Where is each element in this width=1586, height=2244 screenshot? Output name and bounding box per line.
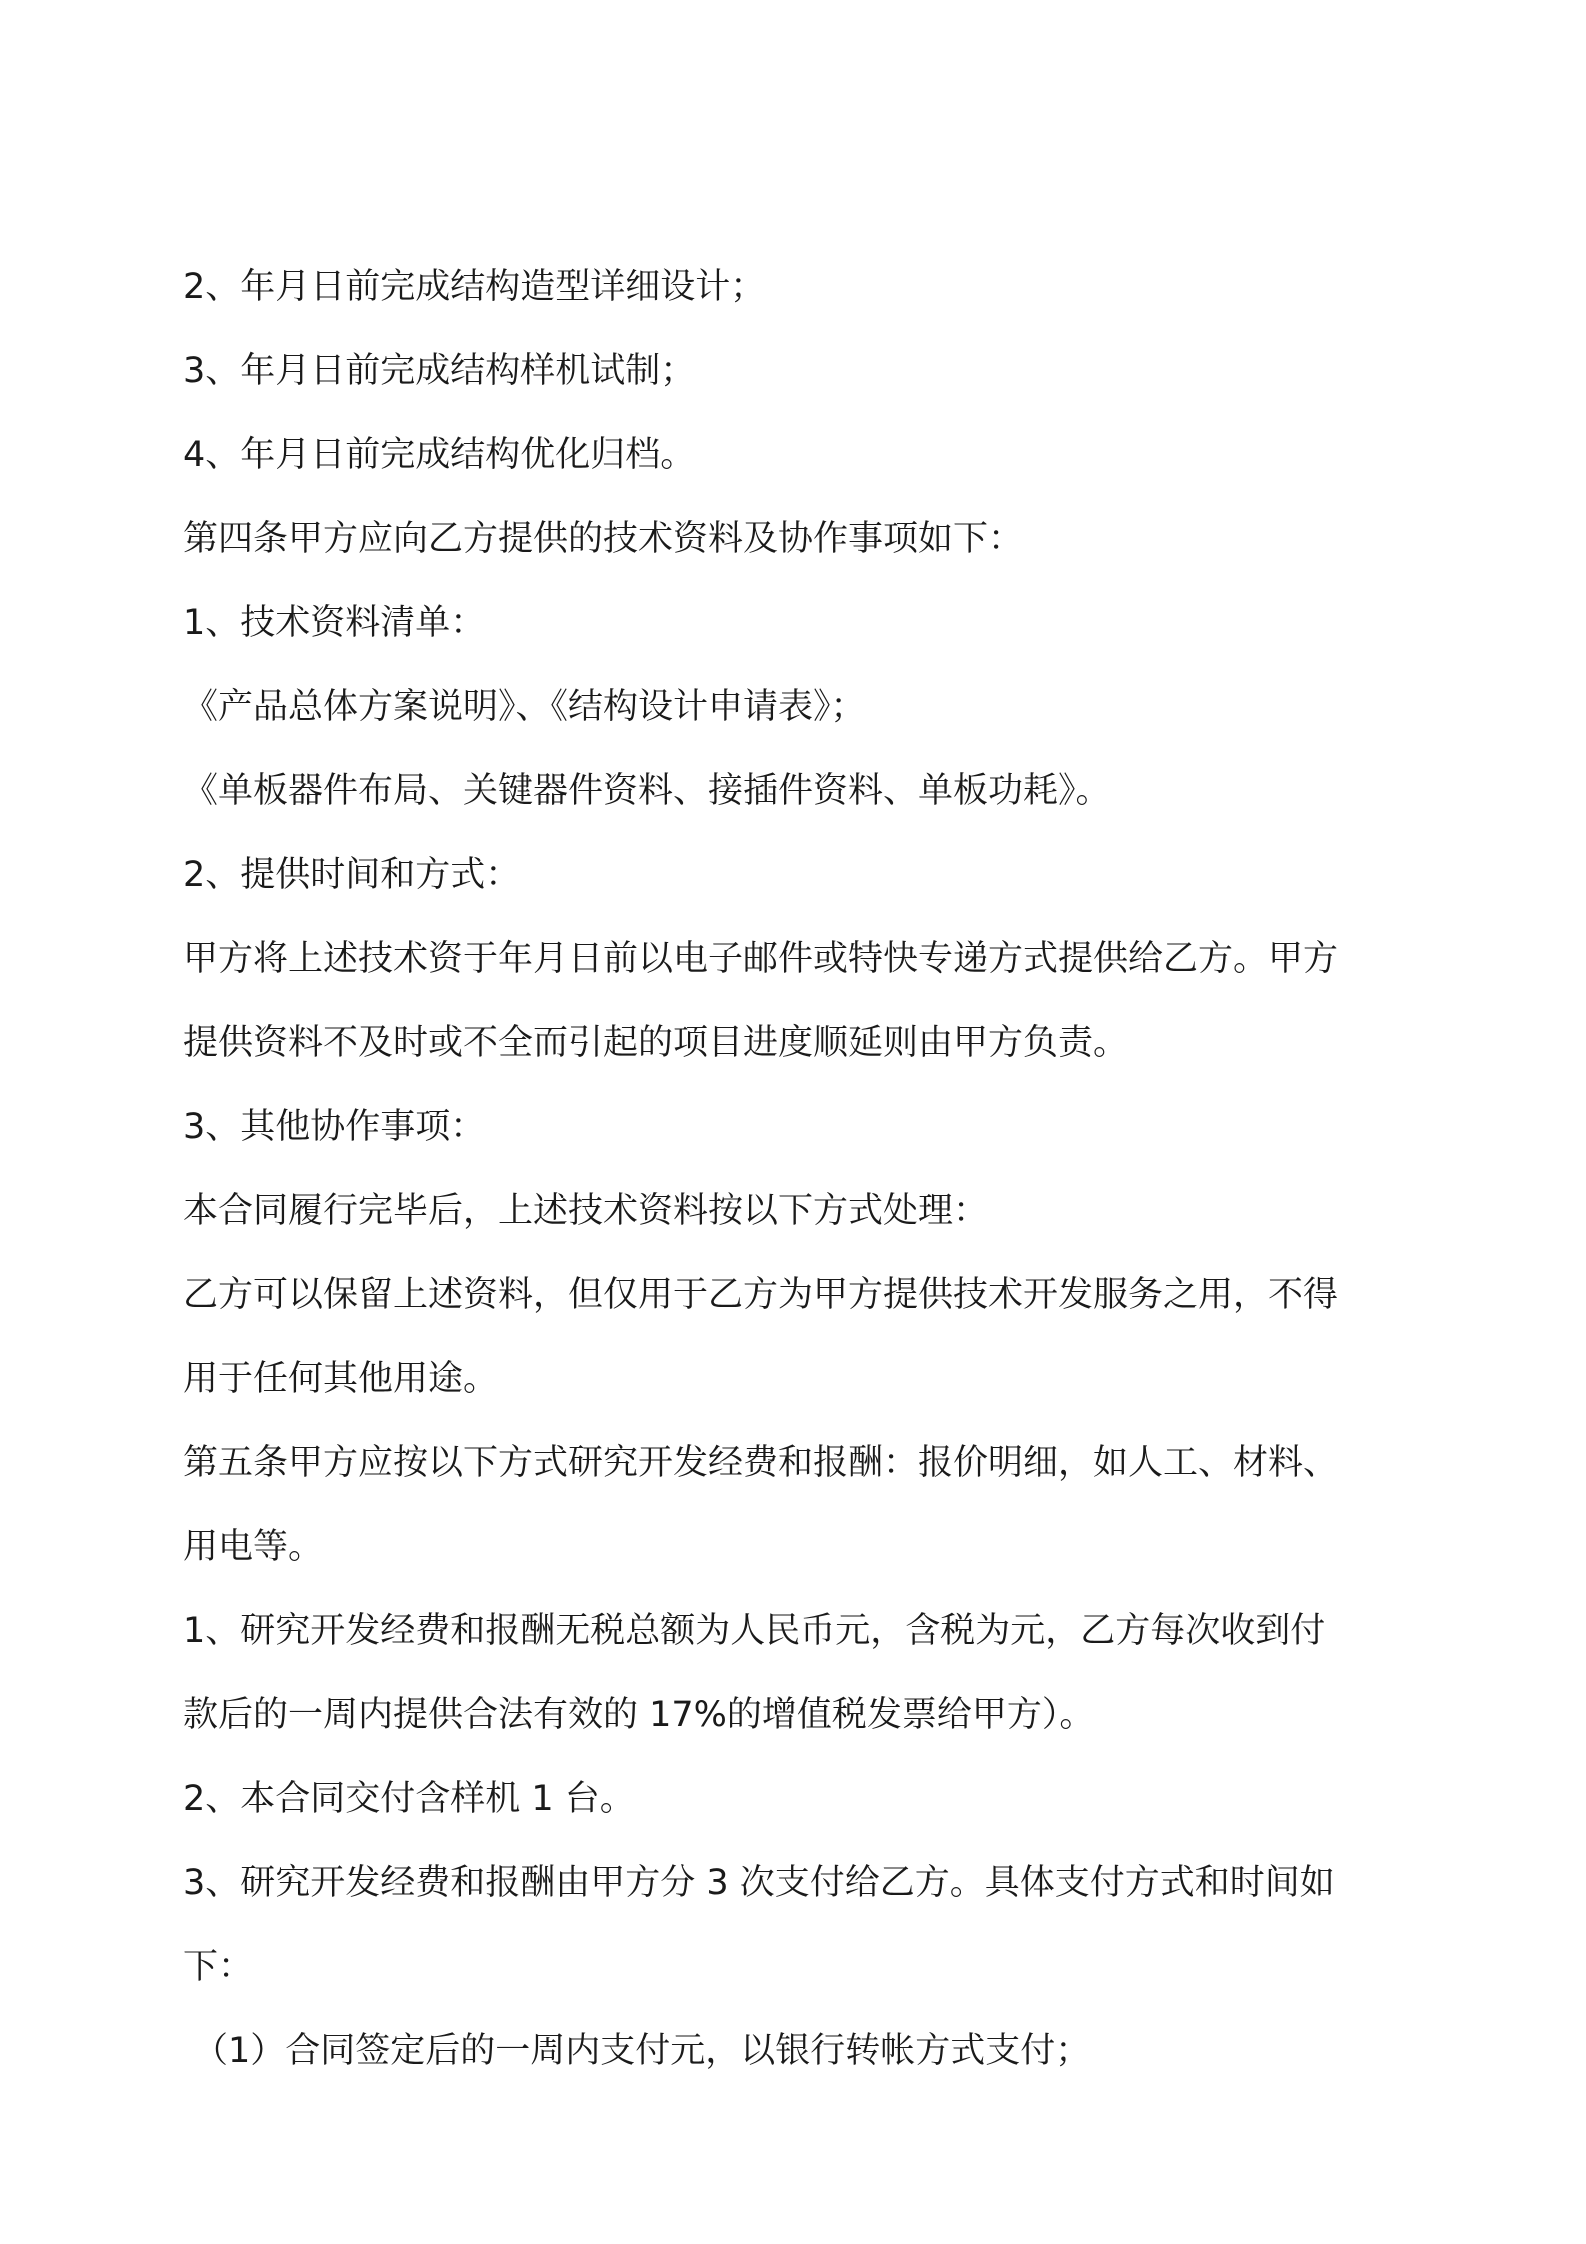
- text-line: 2、本合同交付含样机 1 台。: [183, 1779, 635, 1819]
- text-line: 用于任何其他用途。: [183, 1359, 499, 1399]
- text-line: 1、技术资料清单：: [183, 603, 486, 643]
- text-line: 乙方可以保留上述资料，但仅用于乙方为甲方提供技术开发服务之用，不得: [183, 1275, 1339, 1315]
- section-heading: 第五条甲方应按以下方式研究开发经费和报酬：报价明细，如人工、材料、: [183, 1443, 1339, 1483]
- text-line: 3、其他协作事项：: [183, 1107, 486, 1147]
- text-line: 2、年月日前完成结构造型详细设计；: [183, 267, 766, 307]
- text-line: 款后的一周内提供合法有效的 17%的增值税发票给甲方）。: [183, 1695, 1095, 1735]
- text-line: （1）合同签定后的一周内支付元，以银行转帐方式支付；: [193, 2031, 1091, 2071]
- text-line: 3、年月日前完成结构样机试制；: [183, 351, 696, 391]
- section-heading: 第四条甲方应向乙方提供的技术资料及协作事项如下：: [183, 519, 1024, 559]
- document-body: [183, 245, 1423, 2093]
- text-line: 1、研究开发经费和报酬无税总额为人民币元，含税为元，乙方每次收到付: [183, 1611, 1326, 1651]
- text-line: 4、年月日前完成结构优化归档。: [183, 435, 696, 475]
- text-line: 《产品总体方案说明》、《结构设计申请表》；: [183, 687, 866, 727]
- text-line: 3、研究开发经费和报酬由甲方分 3 次支付给乙方。具体支付方式和时间如: [183, 1863, 1335, 1903]
- text-line: 《单板器件布局、关键器件资料、接插件资料、单板功耗》。: [183, 771, 1111, 811]
- text-line: 用电等。: [183, 1527, 324, 1567]
- text-line: 提供资料不及时或不全而引起的项目进度顺延则由甲方负责。: [183, 1023, 1129, 1063]
- text-line: 本合同履行完毕后，上述技术资料按以下方式处理：: [183, 1191, 989, 1231]
- text-line: 下：: [183, 1947, 254, 1987]
- text-line: 2、提供时间和方式：: [183, 855, 521, 895]
- text-line: 甲方将上述技术资于年月日前以电子邮件或特快专递方式提供给乙方。甲方: [183, 939, 1339, 979]
